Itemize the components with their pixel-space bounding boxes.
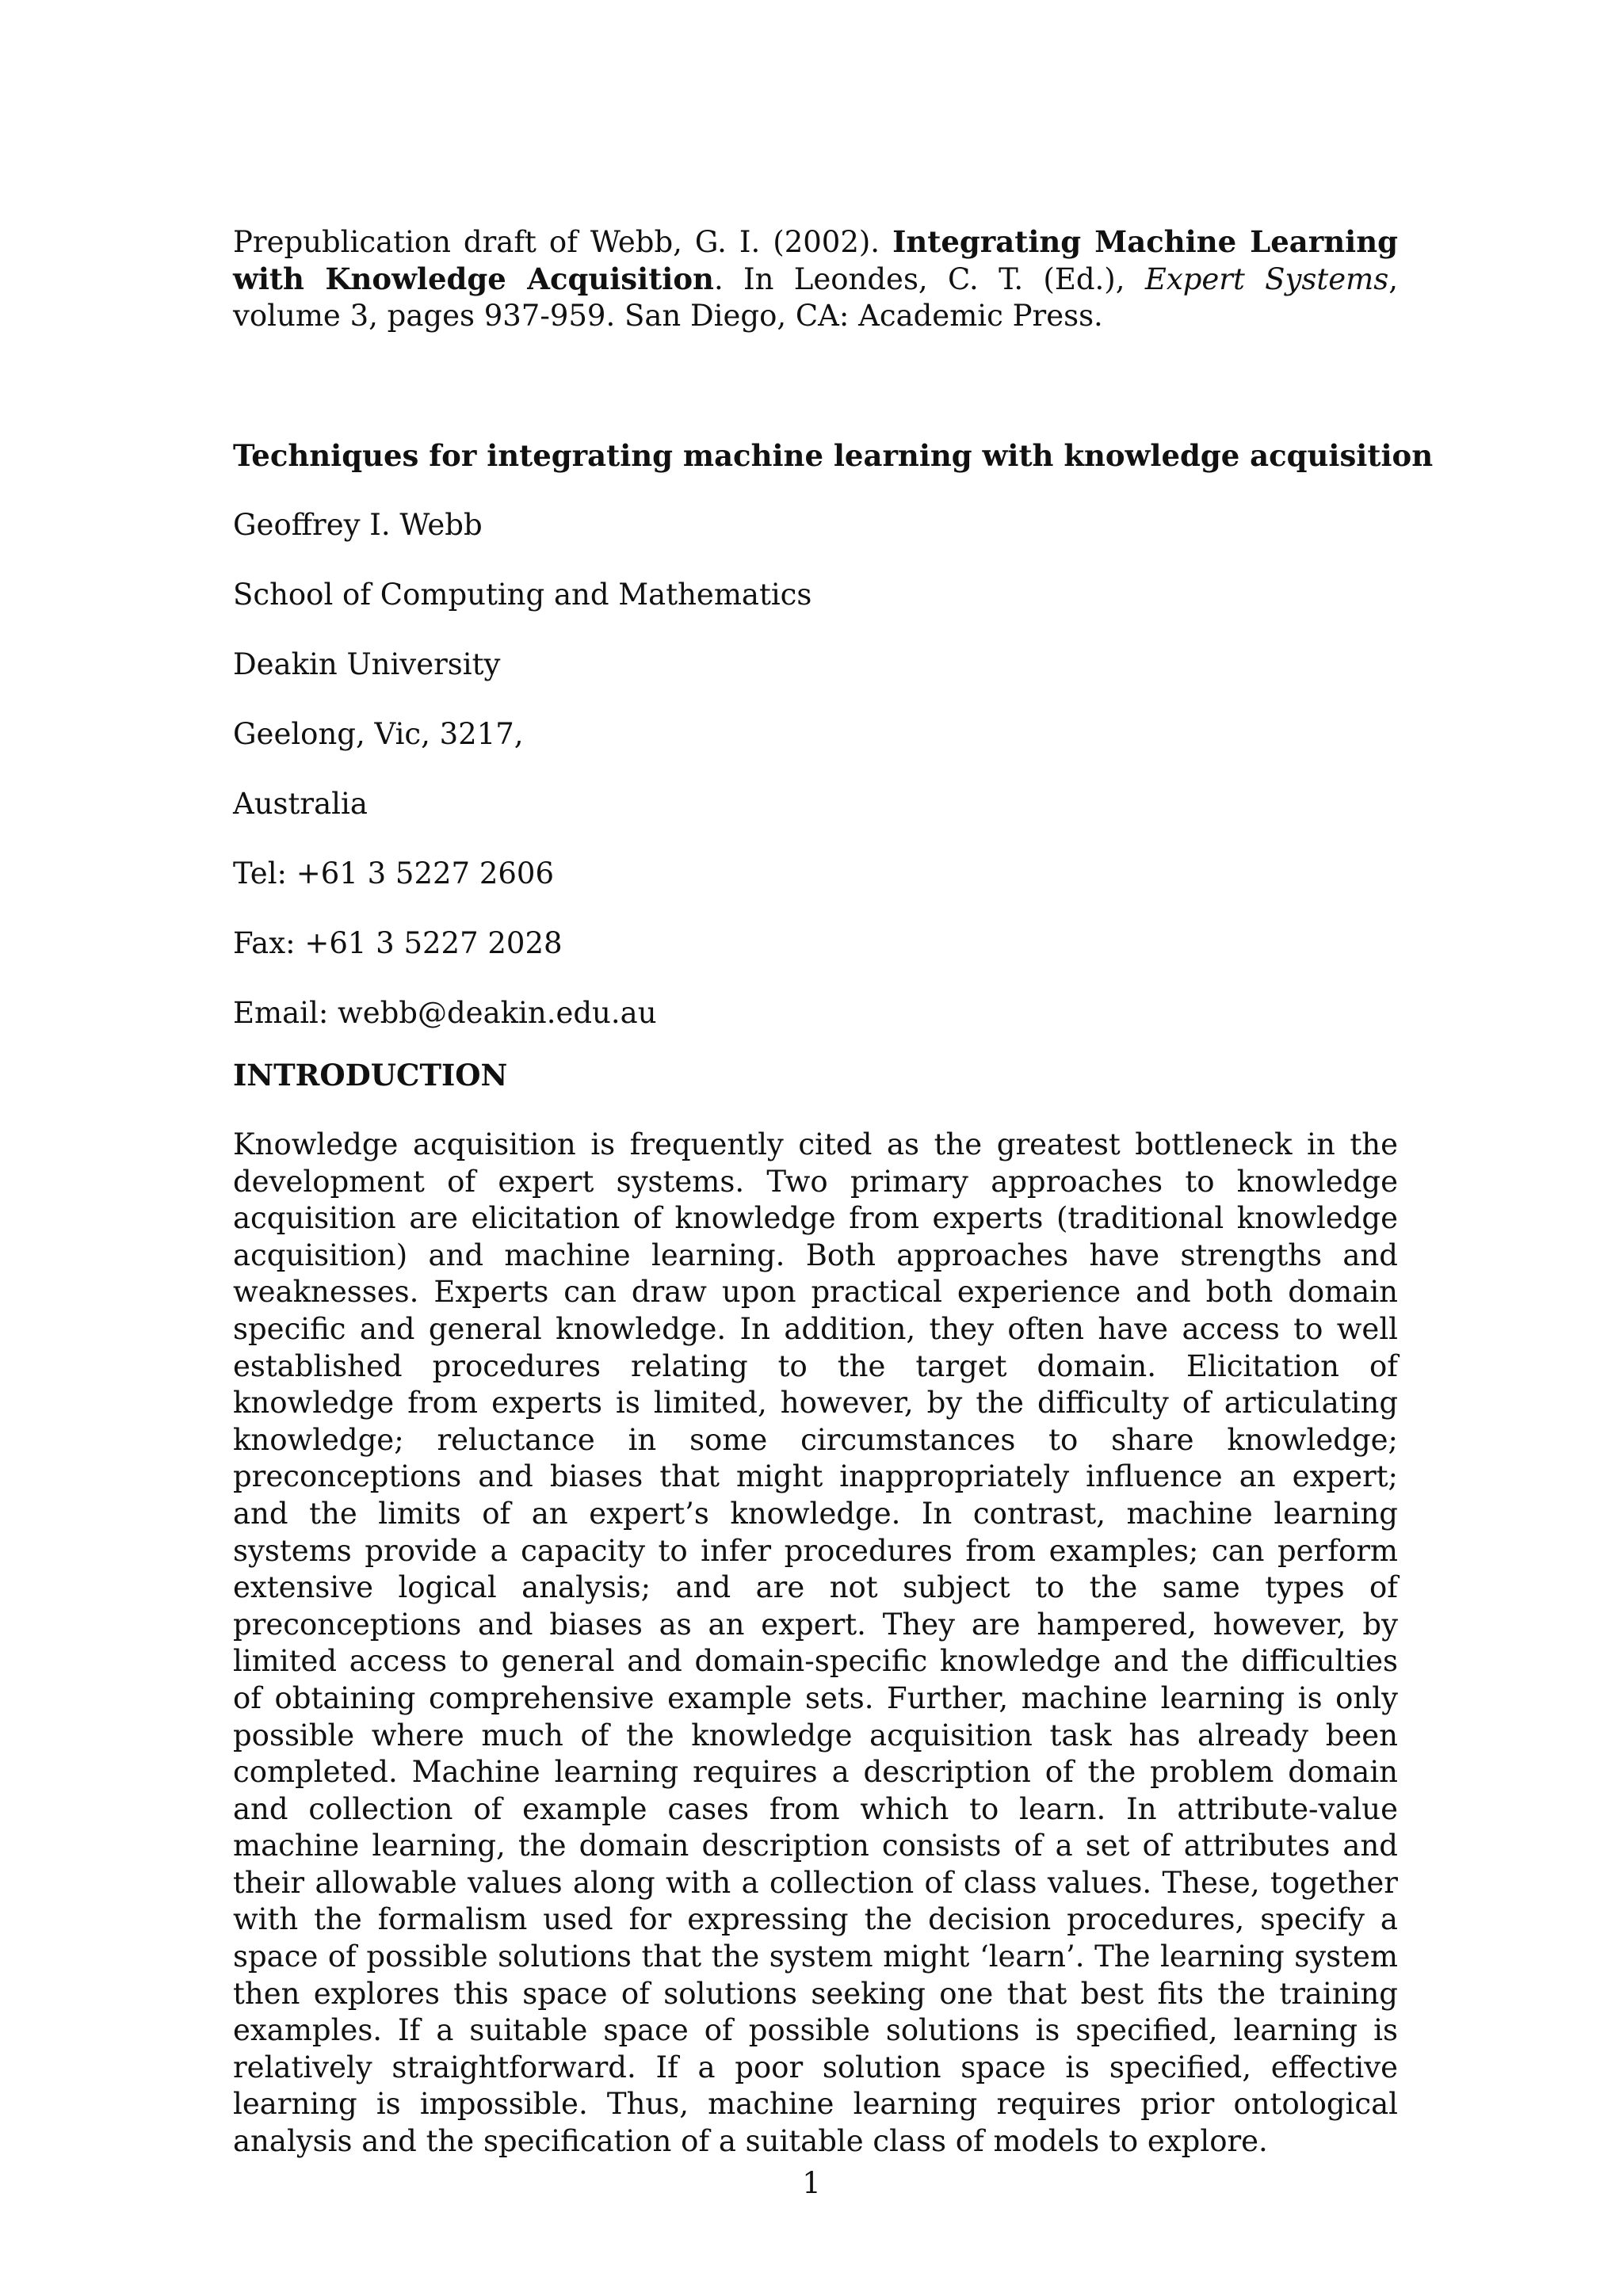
prepublication-citation xyxy=(233,223,1398,334)
author-email: Email: webb@deakin.edu.au xyxy=(233,996,657,1030)
author-university: Deakin University xyxy=(233,647,501,681)
citation-middle: . In Leondes, C. T. (Ed.), xyxy=(713,262,1145,296)
section-heading-introduction: INTRODUCTION xyxy=(233,1058,508,1093)
author-name: Geoffrey I. Webb xyxy=(233,508,483,542)
author-city: Geelong, Vic, 3217, xyxy=(233,717,524,751)
paper-title: Techniques for integrating machine learning with knowledge acquisition xyxy=(233,438,1434,473)
author-country: Australia xyxy=(233,787,368,821)
author-department: School of Computing and Mathematics xyxy=(233,578,812,612)
author-tel: Tel: +61 3 5227 2606 xyxy=(233,856,554,891)
citation-book-title: Expert Systems xyxy=(1144,262,1389,296)
citation-suffix: , volume 3, pages 937-959. San Diego, CA: Academic Press. xyxy=(233,262,1398,333)
intro-paragraph: Knowledge acquisition is frequently cited as the greatest bottleneck in the development of expert systems. Two primary approaches to knowledge acquisition are elicitation of knowledge from experts (traditional knowledge acquisition) and machine learning. Both approaches have strengths and weaknesses. Experts can draw upon practical experience and both domain specific and general knowledge. In addition, they often have access to well established procedures relating to the target domain. Elicitation of knowledge from experts is limited, however, by the difficulty of articulating knowledge; reluctance in some circumstances to share knowledge; preconceptions and biases that might inappropriately influence an expert; and the limits of an expert’s knowledge. In contrast, machine learning systems provide a capacity to infer procedures from examples; can perform extensive logical analysis; and are not subject to the same types of preconceptions and biases as an expert. They are hampered, however, by limited access to general and domain-specific knowledge and the difficulties of obtaining comprehensive example sets. Further, machine learning is only possible where much of the knowledge acquisition task has already been completed. Machine learning requires a description of the problem domain and collection of example cases from which to learn. In attribute-value machine learning, the domain description consists of a set of attributes and their allowable values along with a collection of class values. These, together with the formalism used for expressing the decision procedures, specify a space of possible solutions that the system might ‘learn’. The learning system then explores this space of solutions seeking one that best fits the training examples. If a suitable space of possible solutions is specified, learning is relatively straightforward. If a poor solution space is specified, effective learning is impossible. Thus, machine learning requires prior ontological analysis and the specification of a suitable class of models to explore. xyxy=(233,1127,1398,2159)
page-content xyxy=(233,223,1434,2159)
citation-paper-title: Integrating Machine Learning with Knowledge Acquisition xyxy=(233,224,1398,296)
author-fax: Fax: +61 3 5227 2028 xyxy=(233,926,563,960)
page-number: 1 xyxy=(802,2166,821,2200)
citation-prefix: Prepublication draft of Webb, G. I. (2002). xyxy=(233,225,893,259)
